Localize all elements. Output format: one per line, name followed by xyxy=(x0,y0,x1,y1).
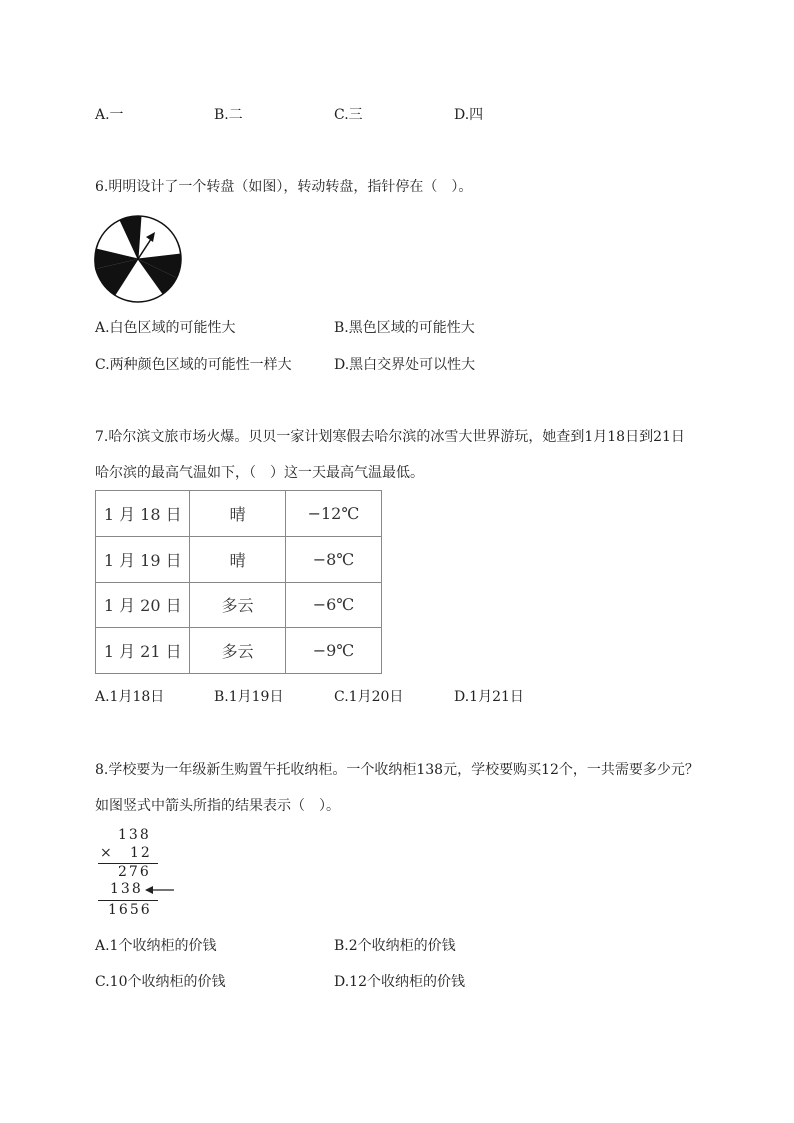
weather-cell: 多云 xyxy=(190,628,285,674)
final-product: 1656 xyxy=(108,902,152,918)
temperature-cell: −12℃ xyxy=(285,491,381,537)
weather-cell: 晴 xyxy=(190,491,285,537)
q7-option-c[interactable]: C.1月20日 xyxy=(334,689,404,705)
q6-option-d[interactable]: D.黑白交界处可以性大 xyxy=(334,357,476,373)
times-sign: × xyxy=(100,845,114,861)
multiplicand: 138 xyxy=(118,827,151,843)
q6-stem: 6.明明设计了一个转盘（如图），转动转盘，指针停在（ ）。 xyxy=(95,179,473,195)
q8-stem-line1: 8.学校要为一年级新生购置午托收纳柜。一个收纳柜138元，学校要购买12个，一共需要多少元？ xyxy=(95,762,699,778)
q6-option-a[interactable]: A.白色区域的可能性大 xyxy=(95,320,236,336)
q6-option-c[interactable]: C.两种颜色区域的可能性一样大 xyxy=(95,357,292,373)
date-cell: 1 月 19 日 xyxy=(96,536,190,582)
q5-option-a[interactable]: A.一 xyxy=(95,107,124,123)
multiplier: 12 xyxy=(130,845,152,861)
table-row xyxy=(96,628,382,674)
weather-cell: 晴 xyxy=(190,536,285,582)
q7-stem-line1: 7.哈尔滨文旅市场火爆。贝贝一家计划寒假去哈尔滨的冰雪大世界游玩，她查到1月18日到21日 xyxy=(95,429,685,445)
table-row xyxy=(96,491,382,537)
temperature-cell: −8℃ xyxy=(285,536,381,582)
left-arrow-icon xyxy=(145,884,175,896)
date-cell: 1 月 18 日 xyxy=(96,491,190,537)
q6-option-b[interactable]: B.黑色区域的可能性大 xyxy=(334,320,475,336)
table-row xyxy=(96,582,382,628)
q5-option-c[interactable]: C.三 xyxy=(334,107,363,123)
partial-product-1: 276 xyxy=(118,864,151,880)
weather-cell: 多云 xyxy=(190,582,285,628)
temperature-cell: −6℃ xyxy=(285,582,381,628)
divider xyxy=(98,900,158,901)
q7-stem-line2: 哈尔滨的最高气温如下，（ ）这一天最高气温最低。 xyxy=(95,465,424,481)
q7-option-b[interactable]: B.1月19日 xyxy=(214,689,284,705)
q8-option-a[interactable]: A.1个收纳柜的价钱 xyxy=(95,938,217,954)
pointer-arrow-icon xyxy=(138,232,155,259)
q8-stem-line2: 如图竖式中箭头所指的结果表示（ ）。 xyxy=(95,798,340,814)
spinner-figure xyxy=(93,214,183,304)
table-row xyxy=(96,536,382,582)
q8-option-c[interactable]: C.10个收纳柜的价钱 xyxy=(95,974,226,990)
q8-option-d[interactable]: D.12个收纳柜的价钱 xyxy=(334,974,465,990)
date-cell: 1 月 21 日 xyxy=(96,628,190,674)
q7-option-a[interactable]: A.1月18日 xyxy=(95,689,165,705)
date-cell: 1 月 20 日 xyxy=(96,582,190,628)
q7-option-d[interactable]: D.1月21日 xyxy=(454,689,524,705)
q5-option-b[interactable]: B.二 xyxy=(214,107,243,123)
temperature-cell: −9℃ xyxy=(285,628,381,674)
temperature-table xyxy=(95,490,382,674)
q8-option-b[interactable]: B.2个收纳柜的价钱 xyxy=(334,938,456,954)
q5-option-d[interactable]: D.四 xyxy=(454,107,484,123)
partial-product-2: 138 xyxy=(110,881,143,897)
